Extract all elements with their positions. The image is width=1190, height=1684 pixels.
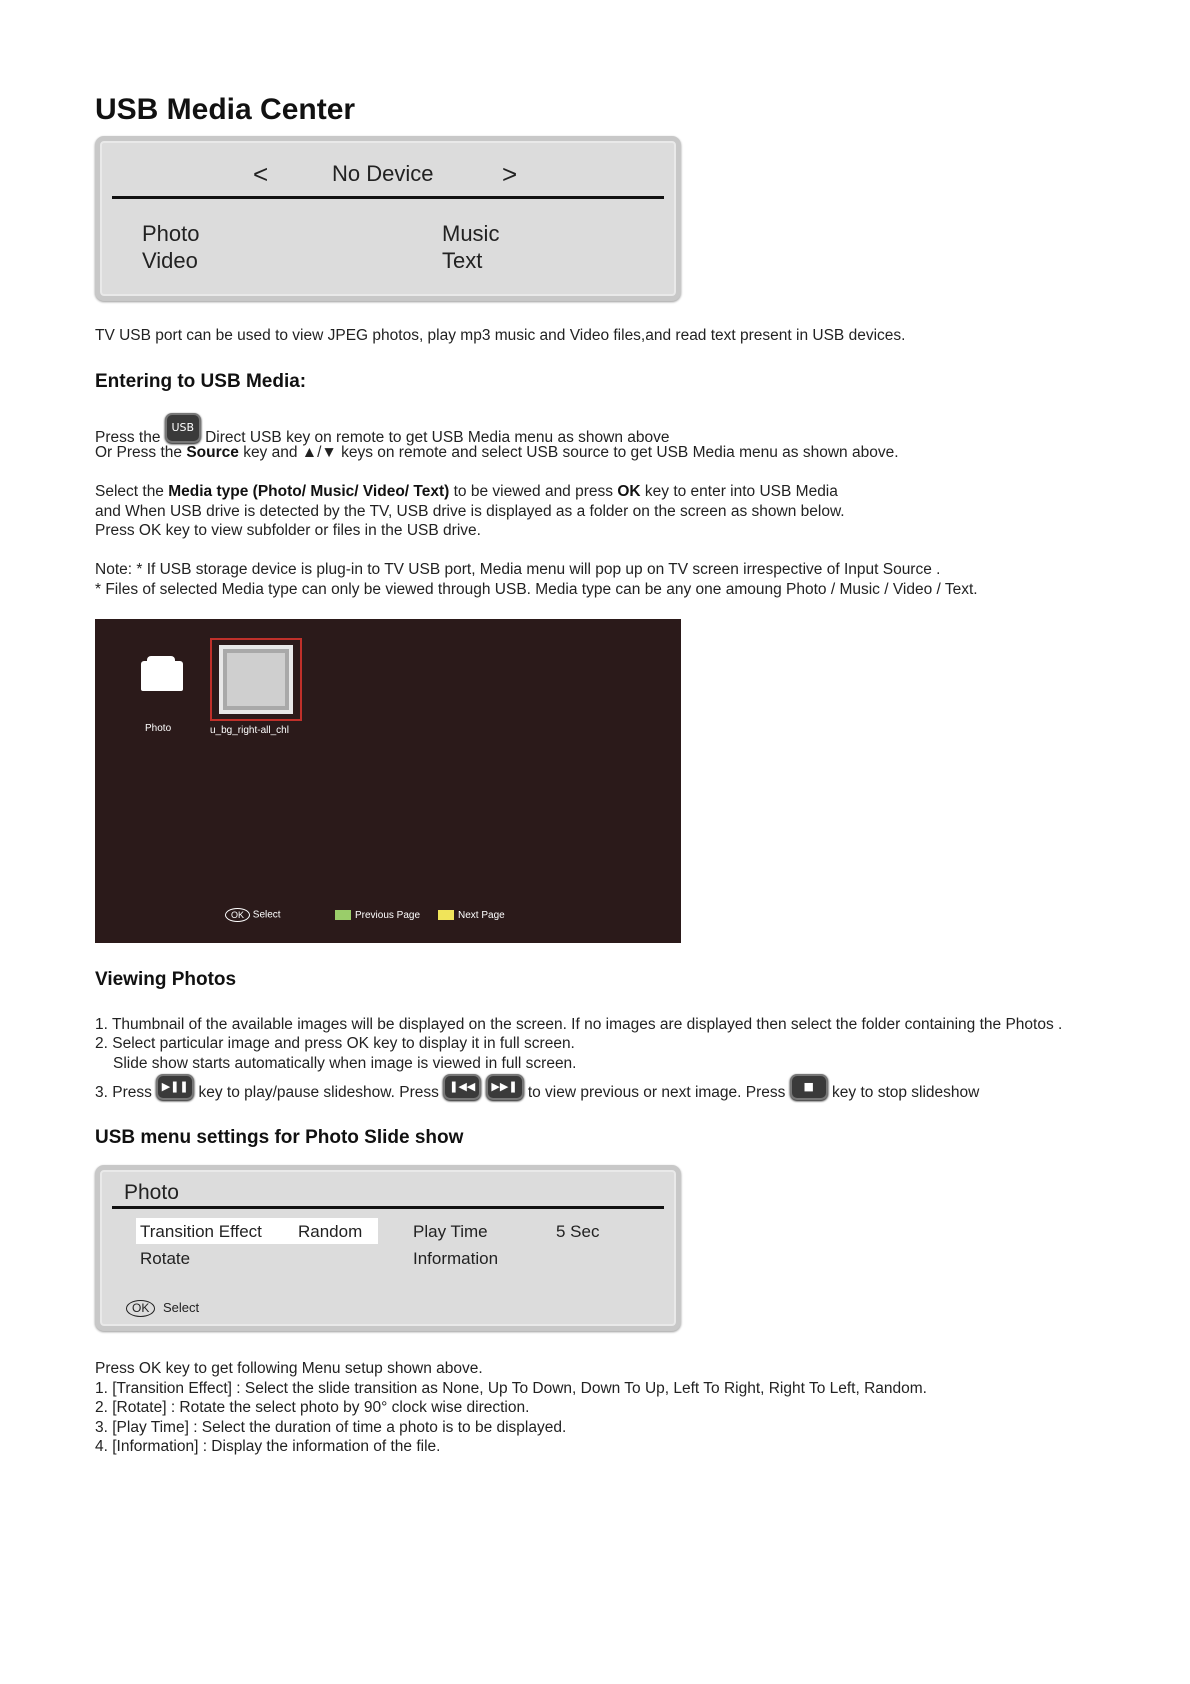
previous-key-icon: ❚◀◀ [443,1074,481,1100]
device-name: No Device [332,161,434,186]
setup-line-4: 4. [Information] : Display the information of the file. [95,1438,441,1455]
yellow-key-icon [438,910,454,920]
note-1: Note: * If USB storage device is plug-in to TV USB port, Media menu will pop up on TV screen irrespective of Input Source . [95,561,941,578]
entering-line-1: Press the USB Direct USB key on remote to get USB Media menu as shown above [95,423,669,453]
viewing-item-3: 3. Press ▶❚❚ key to play/pause slideshow. Press ❚◀◀ ▶▶❚ to view previous or next image. Press ■ key to stop slideshow [95,1080,979,1106]
play-time-value[interactable]: 5 Sec [556,1222,600,1241]
information-label[interactable]: Information [413,1249,499,1268]
stop-key-icon: ■ [790,1074,828,1100]
rotate-label[interactable]: Rotate [140,1249,191,1268]
page-title: USB Media Center [95,93,356,126]
footer-select-hint: OK Select [225,908,281,922]
viewing-heading: Viewing Photos [95,969,237,990]
transition-effect-value[interactable]: Random [298,1222,363,1241]
ok-icon: OK [126,1300,155,1317]
play-time-label[interactable]: Play Time [413,1222,488,1241]
footer-next-page: Next Page [438,910,505,921]
ok-icon: OK [225,908,250,922]
intro-text: TV USB port can be used to view JPEG photos, play mp3 music and Video files,and read text present in USB devices. [95,327,906,344]
setup-line-2: 2. [Rotate] : Rotate the select photo by 90° clock wise direction. [95,1399,530,1416]
entering-line-2: Or Press the Source key and ▲/▼ keys on remote and select USB source to get USB Media menu as shown above. [95,444,899,461]
photo-select-hint: OK Select [126,1300,199,1317]
entering-line-4: and When USB drive is detected by the TV, USB drive is displayed as a folder on the screen as shown below. [95,503,845,520]
viewing-item-1: 1. Thumbnail of the available images will be displayed on the screen. If no images are displayed then select the folder containing the Photos . [95,1016,1063,1033]
photo-settings-heading: USB menu settings for Photo Slide show [95,1127,464,1148]
transition-effect-label: Transition Effect [140,1222,262,1241]
viewing-item-2a: 2. Select particular image and press OK key to display it in full screen. [95,1035,575,1052]
menu-item-text[interactable]: Text [442,248,483,273]
setup-line-1: 1. [Transition Effect] : Select the slide transition as None, Up To Down, Down To Up, Left To Right, Right To Left, Random. [95,1380,927,1397]
green-key-icon [335,910,351,920]
usb-device-menu [95,136,681,301]
menu-item-photo[interactable]: Photo [142,221,200,246]
viewing-item-2b: Slide show starts automatically when image is viewed in full screen. [113,1055,577,1072]
entering-line-3: Select the Media type (Photo/ Music/ Video/ Text) to be viewed and press OK key to enter into USB Media [95,483,838,500]
usb-key-icon: USB [165,413,201,443]
next-device-arrow[interactable]: > [502,159,518,189]
entering-heading: Entering to USB Media: [95,371,307,392]
prev-device-arrow[interactable]: < [253,159,269,189]
folder-label: Photo [145,723,172,734]
play-pause-key-icon: ▶❚❚ [156,1074,194,1100]
photo-panel-divider [112,1206,664,1209]
entering-line-5: Press OK key to view subfolder or files in the USB drive. [95,522,481,539]
footer-previous-page: Previous Page [335,910,420,921]
menu-item-video[interactable]: Video [142,248,198,273]
menu-item-music[interactable]: Music [442,221,500,246]
file-thumbnail-icon [219,645,293,714]
selected-file-highlight[interactable] [210,638,302,721]
menu-divider [112,196,664,199]
file-label: u_bg_right-all_chl [210,725,289,736]
photo-settings-menu [95,1165,681,1331]
setup-line-0: Press OK key to get following Menu setup shown above. [95,1360,483,1377]
next-key-icon: ▶▶❚ [486,1074,524,1100]
setup-line-3: 3. [Play Time] : Select the duration of time a photo is to be displayed. [95,1419,567,1436]
note-2: * Files of selected Media type can only be viewed through USB. Media type can be any one amoung Photo / Music / Video / Text. [95,581,978,598]
tv-file-browser-screen [95,619,681,943]
folder-icon[interactable] [141,661,183,691]
photo-panel-title: Photo [124,1181,179,1204]
